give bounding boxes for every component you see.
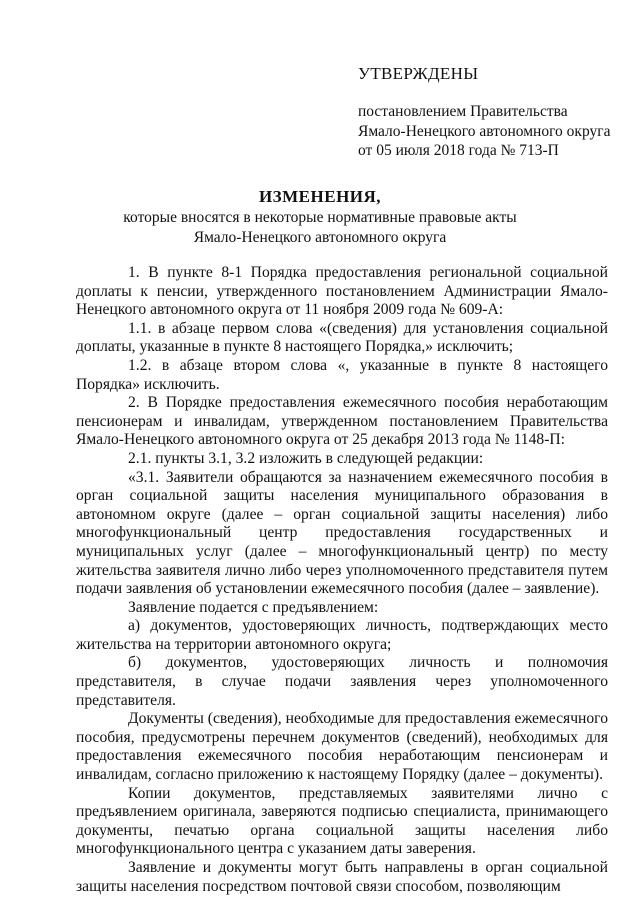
paragraph-2-1: 2.1. пункты 3.1, 3.2 изложить в следующей редакции:: [128, 449, 484, 467]
approval-block: [358, 64, 618, 161]
paragraph-copies: Копии документов, представляемых заявителями лично с предъявлением оригинала, заверяются подписью специалиста, принимающего документы, печатью органа социальной защиты населения либо многофункционального центра с указанием даты заверения.: [76, 784, 608, 858]
approval-line-body: постановлением Правительства: [358, 103, 568, 120]
paragraph-documents: Документы (сведения), необходимые для предоставления ежемесячного пособия, предусмотрены перечнем документов (сведений), необходимых для предоставления ежемесячного пособия неработающим пенсионерам и инвалидам, согласно приложению к настоящему Порядку (далее – документы).: [76, 710, 608, 784]
approval-line-region: Ямало-Ненецкого автономного округа: [358, 122, 611, 140]
paragraph-item-b: б) документов, удостоверяющих личность и полномочия представителя, в случае подачи заявления через уполномоченного представителя.: [76, 654, 608, 709]
document-title: ИЗМЕНЕНИЯ,: [258, 187, 382, 206]
paragraph-item-a: а) документов, удостоверяющих личность, подтверждающих место жительства на территории автономного округа;: [76, 617, 608, 653]
paragraph-3-1: «3.1. Заявители обращаются за назначением ежемесячного пособия в орган социальной защиты населения муниципального образования в автономном округе (далее – орган социальной защиты населения) либо многофункциональный центр предоставления государственных и муниципальных услуг (далее – многофункциональный центр) по месту жительства заявителя лично либо через уполномоченного представителя путем подачи заявления об установлении ежемесячного пособия (далее – заявление).: [76, 468, 608, 598]
paragraph-1-1: 1.1. в абзаце первом слова «(сведения) для установления социальной доплаты, указанные в пункте 8 настоящего Порядка,» исключить;: [76, 319, 608, 356]
paragraph-1-2: 1.2. в абзаце втором слова «, указанные в пункте 8 настоящего Порядка» исключить.: [76, 356, 608, 393]
paragraph-2: 2. В Порядке предоставления ежемесячного пособия неработающим пенсионерам и инвалидам, утвержденном постановлением Правительства Ямало-Ненецкого автономного округа от 25 декабря 2013 года № 1148-П:: [76, 394, 608, 449]
paragraph-submission: Заявление подается с предъявлением:: [128, 598, 379, 616]
document-subtitle-line-2: Ямало-Ненецкого автономного округа: [193, 229, 447, 246]
document-heading: [0, 186, 640, 248]
approval-stamp: УТВЕРЖДЕНЫ: [358, 64, 479, 83]
document-body: [76, 264, 608, 896]
paragraph-1: 1. В пункте 8-1 Порядка предоставления региональной социальной доплаты к пенсии, утвержденного постановлением Администрации Ямало-Ненецкого автономного округа от 11 ноября 2009 года № 609-А:: [76, 264, 608, 319]
approval-line-date: от 05 июля 2018 года № 713-П: [358, 142, 559, 159]
document-subtitle-line-1: которые вносятся в некоторые нормативные правовые акты: [123, 209, 517, 226]
paragraph-mail: Заявление и документы могут быть направлены в орган социальной защиты населения посредством почтовой связи способом, позволяющим: [76, 859, 608, 895]
